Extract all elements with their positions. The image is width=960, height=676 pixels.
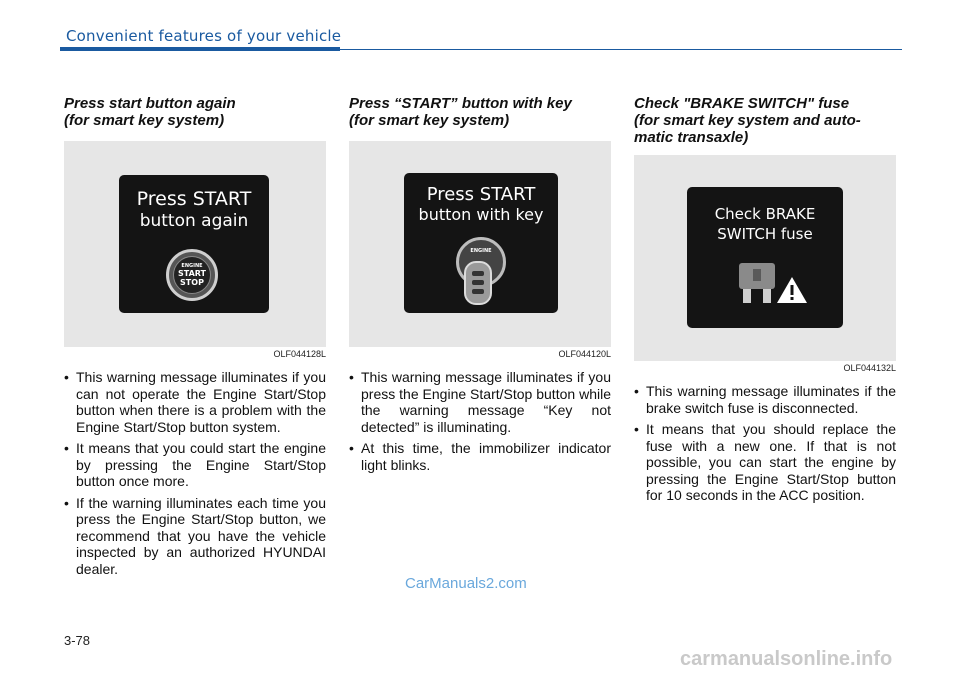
cluster-warning-figure bbox=[349, 141, 611, 347]
column-press-start-again bbox=[64, 95, 326, 582]
title-line-2: (for smart key system) bbox=[64, 112, 225, 129]
section-title bbox=[349, 95, 611, 141]
header-rule-thick bbox=[60, 47, 340, 51]
warning-triangle-icon bbox=[775, 275, 809, 305]
button-text-start: START bbox=[177, 269, 207, 278]
figure-code: OLF044128L bbox=[273, 349, 326, 359]
page-number: 3-78 bbox=[64, 633, 91, 648]
title-line-2: (for smart key system) bbox=[349, 112, 510, 129]
section-title bbox=[64, 95, 326, 141]
list-item: • It means that you could start the engine by pressing the Engine Start/Stop button once more. bbox=[64, 440, 326, 490]
header-rule-thin bbox=[340, 49, 902, 50]
display-line-2: button with key bbox=[418, 205, 544, 224]
cluster-display bbox=[687, 187, 843, 328]
button-text-stop: STOP bbox=[180, 278, 204, 287]
button-text-engine: ENGINE bbox=[181, 263, 203, 269]
watermark-carmanualsonline: carmanualsonline.info bbox=[680, 648, 893, 670]
figure-code: OLF044132L bbox=[843, 363, 896, 373]
bullet-list bbox=[349, 369, 611, 473]
title-line-1: Press “START” button with key bbox=[349, 95, 572, 112]
bullet-list bbox=[634, 383, 896, 504]
display-line-1: Check BRAKE bbox=[714, 205, 816, 223]
list-item: • If the warning illuminates each time you press the Engine Start/Stop button, we recommend that you have the vehicle inspected by an authorized HYUNDAI dealer. bbox=[64, 495, 326, 578]
figure-code: OLF044120L bbox=[558, 349, 611, 359]
display-line-2: button again bbox=[139, 211, 249, 231]
cluster-warning-figure bbox=[634, 155, 896, 361]
smart-key-fob-icon bbox=[464, 261, 492, 305]
title-line-1: Press start button again bbox=[64, 95, 236, 112]
display-line-1: Press START bbox=[426, 184, 536, 205]
button-text-engine: ENGINE bbox=[470, 248, 492, 254]
cluster-warning-figure bbox=[64, 141, 326, 347]
cluster-display bbox=[119, 175, 269, 313]
list-item: • This warning message illuminates if you can not operate the Engine Start/Stop button when there is a problem with the Engine Start/Stop button system. bbox=[64, 369, 326, 435]
list-item: • This warning message illuminates if the brake switch fuse is disconnected. bbox=[634, 383, 896, 416]
fuse-icon bbox=[739, 263, 775, 289]
cluster-display bbox=[404, 173, 558, 313]
title-line-3: matic transaxle) bbox=[634, 129, 749, 146]
title-line-2: (for smart key system and auto- bbox=[634, 112, 861, 129]
section-title bbox=[634, 95, 896, 155]
section-header-title: Convenient features of your vehicle bbox=[66, 27, 342, 45]
engine-start-stop-button-icon bbox=[166, 249, 218, 301]
column-check-brake-switch-fuse bbox=[634, 95, 896, 509]
list-item: • At this time, the immobilizer indicator light blinks. bbox=[349, 440, 611, 473]
display-line-1: Press START bbox=[136, 188, 252, 210]
list-item: • This warning message illuminates if you press the Engine Start/Stop button while the warning message “Key not detected” is illuminating. bbox=[349, 369, 611, 435]
display-line-2: SWITCH fuse bbox=[717, 225, 813, 243]
bullet-list bbox=[64, 369, 326, 577]
list-item: • It means that you should replace the fuse with a new one. If that is not possible, you can start the engine by pressing the Engine Start/Stop button for 10 seconds in the ACC position. bbox=[634, 421, 896, 504]
column-press-start-with-key bbox=[349, 95, 611, 478]
title-line-1: Check "BRAKE SWITCH" fuse bbox=[634, 95, 850, 112]
watermark-carmanuals2: CarManuals2.com bbox=[405, 575, 527, 592]
